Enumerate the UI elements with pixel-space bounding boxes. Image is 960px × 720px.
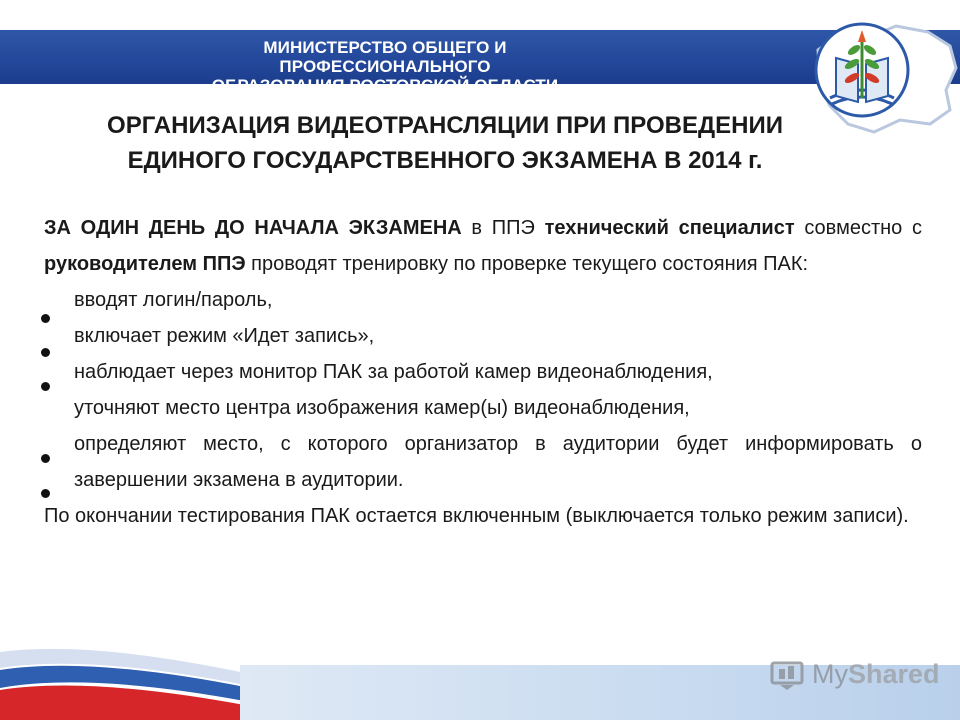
watermark-text [812, 659, 940, 690]
watermark-prefix: My [812, 658, 848, 689]
intro-text-1: в ППЭ [461, 217, 545, 239]
bullet-dot [41, 348, 50, 357]
title-line-1: ОРГАНИЗАЦИЯ ВИДЕОТРАНСЛЯЦИИ ПРИ ПРОВЕДЕНИИ [107, 112, 783, 139]
closing-paragraph: По окончании тестирования ПАК остается включенным (выключается только режим записи). [44, 505, 909, 527]
ministry-line-1: МИНИСТЕРСТВО ОБЩЕГО И ПРОФЕССИОНАЛЬНОГО [263, 38, 507, 76]
intro-text-2: совместно с [794, 217, 922, 239]
intro-paragraph [44, 210, 922, 282]
title-line-2: ЕДИНОГО ГОСУДАРСТВЕННОГО ЭКЗАМЕНА В 2014 г. [127, 147, 763, 174]
intro-bold-3: руководителем ППЭ [44, 253, 246, 275]
bullet-dot [41, 489, 50, 498]
list-item: вводят логин/пароль, [74, 289, 273, 311]
list-item: наблюдает через монитор ПАК за работой камер видеонаблюдения, [74, 361, 713, 383]
flag-swoosh-decoration [0, 630, 250, 720]
myshared-logo-icon [770, 657, 806, 691]
bullet-dot [41, 382, 50, 391]
bullet-dot [41, 454, 50, 463]
myshared-watermark [770, 656, 940, 692]
list-item: определяют место, с которого организатор в аудитории будет информировать о завершении экзамена в аудитории. [74, 433, 922, 491]
intro-text-3: проводят тренировку по проверке текущего состояния ПАК: [245, 253, 809, 275]
slide-body [44, 210, 922, 534]
page-title [20, 108, 870, 178]
ministry-name [165, 38, 605, 95]
list-item: включает режим «Идет запись», [74, 325, 375, 347]
bullet-dot [41, 314, 50, 323]
ministry-line-2: ОБРАЗОВАНИЯ РОСТОВСКОЙ ОБЛАСТИ [211, 76, 559, 95]
list-item: уточняют место центра изображения камер(ы) видеонаблюдения, [74, 397, 690, 419]
action-list [44, 282, 922, 498]
watermark-suffix: Shared [848, 658, 940, 689]
intro-bold-2: технический специалист [544, 217, 795, 239]
intro-bold-1: ЗА ОДИН ДЕНЬ ДО НАЧАЛА ЭКЗАМЕНА [44, 217, 462, 239]
